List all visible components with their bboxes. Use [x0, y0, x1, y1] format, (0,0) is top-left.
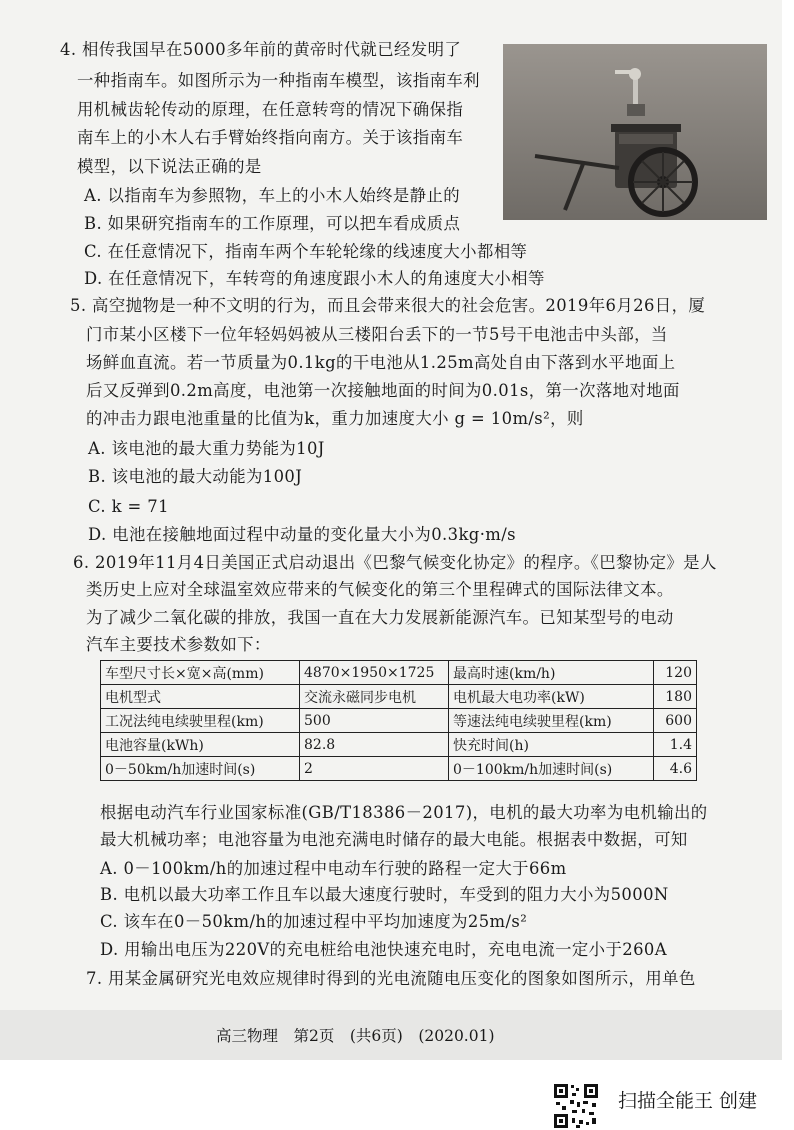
q6-after-line: 最大机械功率；电池容量为电池充满电时储存的最大电能。根据表中数据，可知 [100, 830, 688, 849]
q7-stem-line: 7. 用某金属研究光电效应规律时得到的光电流随电压变化的图象如图所示，用单色 [86, 969, 696, 988]
table-cell: 2 [300, 757, 449, 781]
q5-stem-line: 的冲击力跟电池重量的比值为k，重力加速度大小 g = 10m/s²，则 [86, 409, 584, 428]
table-cell: 电机型式 [101, 685, 300, 709]
q4-stem-line: 用机械齿轮传动的原理，在任意转弯的情况下确保指 [77, 100, 464, 119]
table-cell: 快充时间(h) [449, 733, 654, 757]
qr-code-icon [552, 1082, 600, 1130]
table-row [101, 733, 697, 757]
q6-stem-line: 为了减少二氧化碳的排放，我国一直在大力发展新能源汽车。已知某型号的电动 [86, 608, 674, 627]
table-row [101, 709, 697, 733]
table-row [101, 757, 697, 781]
table-cell: 4.6 [654, 757, 697, 781]
table-cell: 600 [654, 709, 697, 733]
q5-option-c: C. k = 71 [88, 497, 169, 516]
q6-after-line: 根据电动汽车行业国家标准(GB/T18386－2017)，电机的最大功率为电机输出的 [100, 803, 708, 822]
table-cell: 120 [654, 661, 697, 685]
table-row [101, 661, 697, 685]
table-cell: 电机最大电功率(kW) [449, 685, 654, 709]
table-cell: 0－50km/h加速时间(s) [101, 757, 300, 781]
q5-stem-line: 5. 高空抛物是一种不文明的行为，而且会带来很大的社会危害。2019年6月26日，厦 [70, 296, 706, 315]
q6-stem-line: 汽车主要技术参数如下： [86, 635, 271, 654]
q6-option-b: B. 电机以最大功率工作且车以最大速度行驶时，车受到的阻力大小为5000N [100, 885, 669, 904]
table-cell: 4870×1950×1725 [300, 661, 449, 685]
q6-option-a: A. 0－100km/h的加速过程中电动车行驶的路程一定大于66m [100, 859, 567, 878]
table-cell: 0－100km/h加速时间(s) [449, 757, 654, 781]
q5-stem-line: 后又反弹到0.2m高度，电池第一次接触地面的时间为0.01s，第一次落地对地面 [86, 381, 680, 400]
q4-option-d: D. 在任意情况下，车转弯的角速度跟小木人的角速度大小相等 [84, 269, 545, 288]
q6-option-d: D. 用输出电压为220V的充电桩给电池快速充电时，充电电流一定小于260A [100, 940, 667, 959]
q6-option-c: C. 该车在0－50km/h的加速过程中平均加速度为25m/s² [100, 912, 528, 931]
q5-stem-line: 场鲜血直流。若一节质量为0.1kg的干电池从1.25m高处自由下落到水平地面上 [86, 353, 676, 372]
q5-option-a: A. 该电池的最大重力势能为10J [88, 439, 325, 458]
table-cell: 电池容量(kWh) [101, 733, 300, 757]
q5-option-b: B. 该电池的最大动能为100J [88, 467, 303, 486]
table-cell: 500 [300, 709, 449, 733]
q4-option-b: B. 如果研究指南车的工作原理，可以把车看成质点 [84, 214, 461, 233]
table-cell: 180 [654, 685, 697, 709]
q4-option-a: A. 以指南车为参照物，车上的小木人始终是静止的 [84, 186, 461, 205]
table-row [101, 685, 697, 709]
q6-stem-line: 类历史上应对全球温室效应带来的气候变化的第三个里程碑式的国际法律文本。 [86, 580, 674, 599]
compass-cart-photo [503, 44, 767, 220]
q4-stem-line: 模型，以下说法正确的是 [77, 157, 262, 176]
q4-stem-line: 南车上的小木人右手臂始终指向南方。关于该指南车 [77, 128, 464, 147]
table-cell: 1.4 [654, 733, 697, 757]
table-cell: 82.8 [300, 733, 449, 757]
table-cell: 工况法纯电续驶里程(km) [101, 709, 300, 733]
q5-option-d: D. 电池在接触地面过程中动量的变化量大小为0.3kg·m/s [88, 525, 516, 544]
compass-cart-illustration [503, 44, 767, 220]
scanner-watermark: 扫描全能王 创建 [618, 1090, 758, 1112]
table-cell: 交流永磁同步电机 [300, 685, 449, 709]
q4-stem-line: 一种指南车。如图所示为一种指南车模型，该指南车利 [77, 71, 480, 90]
table-cell: 等速法纯电续驶里程(km) [449, 709, 654, 733]
q4-option-c: C. 在任意情况下，指南车两个车轮轮缘的线速度大小都相等 [84, 242, 528, 261]
ev-spec-table [100, 660, 697, 781]
q4-stem-line: 4. 相传我国早在5000多年前的黄帝时代就已经发明了 [60, 40, 462, 59]
table-cell: 车型尺寸长×宽×高(mm) [101, 661, 300, 685]
page-footer: 高三物理 第2页 (共6页) (2020.01) [216, 1027, 495, 1045]
table-cell: 最高时速(km/h) [449, 661, 654, 685]
q5-stem-line: 门市某小区楼下一位年轻妈妈被从三楼阳台丢下的一节5号干电池击中头部，当 [86, 325, 668, 344]
q6-stem-line: 6. 2019年11月4日美国正式启动退出《巴黎气候变化协定》的程序。《巴黎协定》是人 [73, 553, 717, 572]
